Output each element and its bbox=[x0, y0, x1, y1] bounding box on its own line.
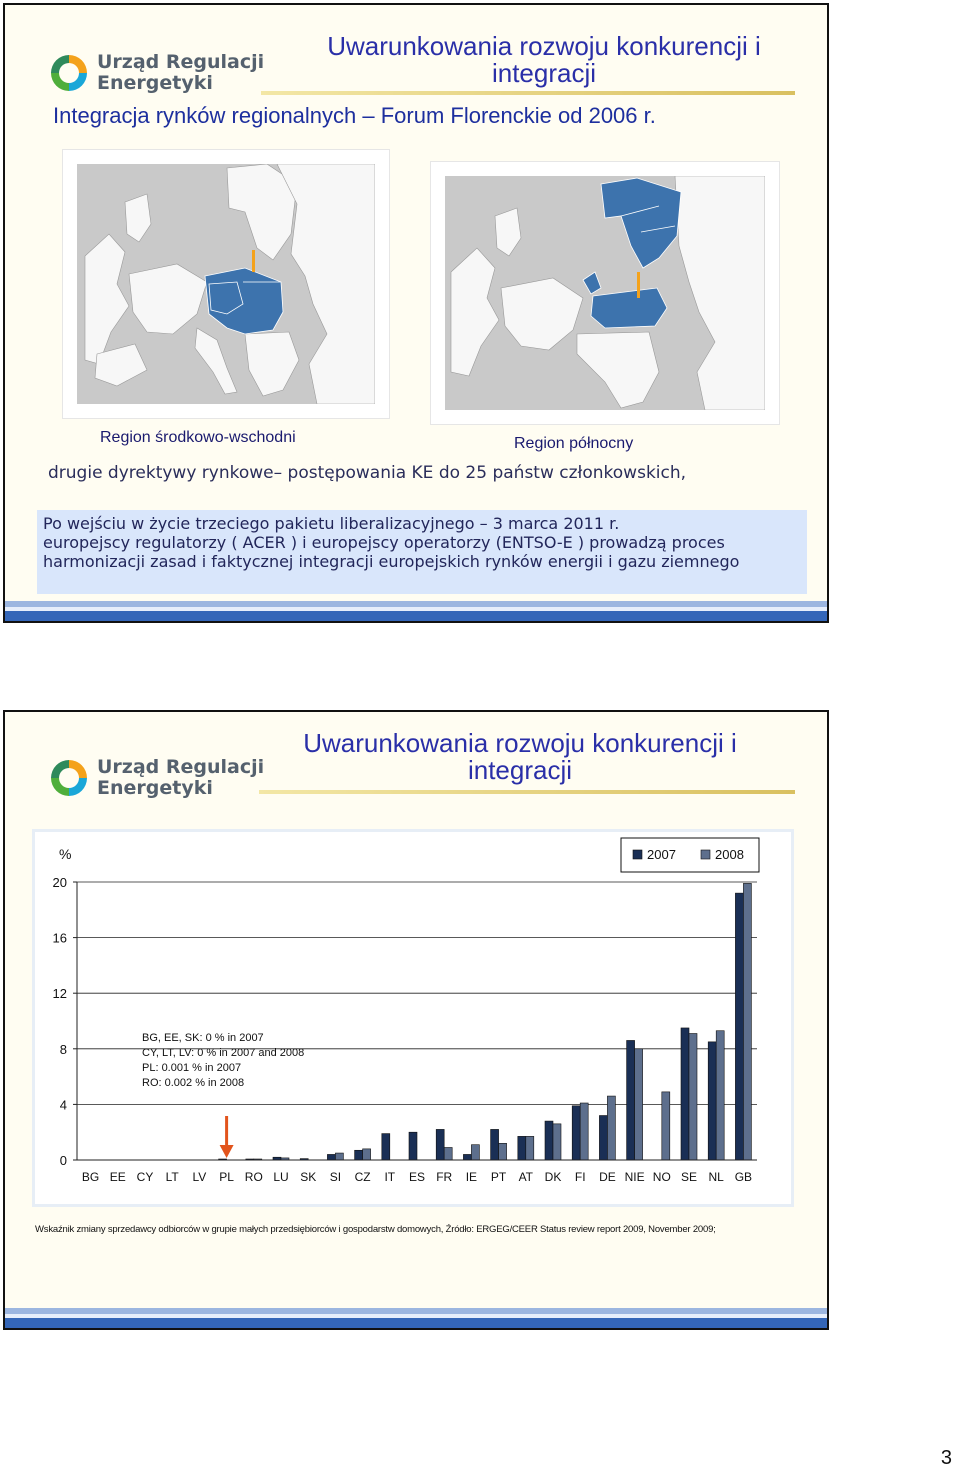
y-tick-label-8: 8 bbox=[59, 1041, 67, 1057]
bar-FR-2007 bbox=[436, 1129, 444, 1160]
bar-IE-2007 bbox=[463, 1154, 471, 1160]
bar-CZ-2008 bbox=[363, 1149, 371, 1160]
logo-line-2: Energetyki bbox=[97, 777, 213, 799]
map-northern-region bbox=[431, 162, 779, 424]
chart-annotations bbox=[142, 1032, 304, 1089]
y-tick-label-16: 16 bbox=[52, 930, 67, 946]
bar-GB-2008 bbox=[743, 883, 751, 1160]
legend-swatch-2008 bbox=[701, 850, 710, 859]
slide-integration bbox=[3, 3, 829, 623]
bar-SI-2008 bbox=[335, 1153, 343, 1160]
bar-ES-2007 bbox=[409, 1132, 417, 1160]
bar-PT-2007 bbox=[491, 1129, 499, 1160]
bar-FR-2008 bbox=[444, 1147, 452, 1160]
ure-logo-icon bbox=[47, 51, 91, 95]
highlight-arrow-icon bbox=[220, 1116, 234, 1158]
x-tick-label-CZ: CZ bbox=[354, 1170, 371, 1184]
x-tick-label-RO: RO bbox=[244, 1170, 263, 1184]
title-underline bbox=[261, 91, 795, 95]
slide-subtitle: Integracja rynków regionalnych – Forum Florenckie od 2006 r. bbox=[53, 103, 656, 128]
directives-line: drugie dyrektywy rynkowe– postępowania KE do 25 państw członkowskich, bbox=[48, 463, 687, 483]
chart-source-footnote: Wskaźnik zmiany sprzedawcy odbiorców w grupie małych przedsiębiorców i gospodarstw domowych, Źródło: ERGEG/CEER Status review report 2009, November 2009; bbox=[35, 1224, 716, 1235]
x-tick-label-LV: LV bbox=[192, 1170, 207, 1184]
x-tick-label-SK: SK bbox=[300, 1170, 317, 1184]
annotation-4: RO: 0.002 % in 2008 bbox=[142, 1077, 245, 1089]
bar-SI-2007 bbox=[327, 1154, 335, 1160]
slide-title: Uwarunkowania rozwoju konkurencji i integracji bbox=[327, 31, 761, 88]
bar-IE-2008 bbox=[471, 1145, 479, 1160]
bar-NL-2008 bbox=[716, 1031, 724, 1160]
legend-label-2007: 2007 bbox=[647, 847, 676, 862]
x-tick-label-AT: AT bbox=[518, 1170, 534, 1184]
chart-panel bbox=[35, 832, 791, 1204]
bar-DE-2008 bbox=[607, 1096, 615, 1160]
info-line-2: europejscy regulatorzy ( ACER ) i europejscy operatorzy (ENTSO-E ) prowadzą proces bbox=[43, 533, 725, 552]
x-tick-label-GB: GB bbox=[734, 1170, 753, 1184]
y-tick-label-12: 12 bbox=[52, 986, 67, 1002]
x-tick-label-ES: ES bbox=[408, 1170, 426, 1184]
europe-map-graphic bbox=[77, 164, 375, 404]
x-tick-label-SI: SI bbox=[329, 1170, 342, 1184]
bar-FI-2008 bbox=[580, 1103, 588, 1160]
logo-line-1: Urząd Regulacji bbox=[97, 51, 265, 73]
bar-DK-2008 bbox=[553, 1124, 561, 1160]
y-tick-label-20: 20 bbox=[52, 875, 67, 890]
ure-logo-icon bbox=[47, 756, 91, 800]
page-number: 3 bbox=[940, 1447, 952, 1469]
bar-PT-2008 bbox=[499, 1143, 507, 1160]
x-tick-label-SE: SE bbox=[680, 1170, 698, 1184]
bar-AT-2008 bbox=[526, 1136, 534, 1160]
bar-GB-2007 bbox=[735, 893, 743, 1160]
bar-SE-2008 bbox=[689, 1034, 697, 1160]
x-tick-label-BG: BG bbox=[81, 1170, 100, 1184]
x-tick-labels bbox=[82, 1170, 752, 1184]
map-right-caption: Region północny bbox=[514, 435, 634, 452]
chart-legend bbox=[621, 838, 759, 872]
x-tick-label-LU: LU bbox=[273, 1170, 289, 1184]
bar-NO-2008 bbox=[662, 1092, 670, 1160]
logo-line-2: Energetyki bbox=[97, 72, 213, 94]
x-tick-label-DK: DK bbox=[544, 1170, 562, 1184]
annotation-3: PL: 0.001 % in 2007 bbox=[142, 1062, 242, 1074]
bar-DK-2007 bbox=[545, 1121, 553, 1160]
bar-NIE-2007 bbox=[627, 1040, 635, 1160]
annotation-1: BG, EE, SK: 0 % in 2007 bbox=[142, 1032, 264, 1044]
x-tick-label-IE: IE bbox=[465, 1170, 478, 1184]
slide-footer-bar bbox=[5, 1308, 829, 1328]
x-tick-label-EE: EE bbox=[109, 1170, 126, 1184]
y-tick-label-4: 4 bbox=[59, 1097, 67, 1113]
bar-FI-2007 bbox=[572, 1106, 580, 1160]
y-tick-labels bbox=[53, 875, 77, 1168]
bar-CZ-2007 bbox=[355, 1150, 363, 1160]
x-tick-label-NIE: NIE bbox=[624, 1170, 645, 1184]
map-central-eastern-region bbox=[63, 150, 389, 418]
y-tick-label-0: 0 bbox=[59, 1153, 67, 1168]
annotation-2: CY, LT, LV: 0 % in 2007 and 2008 bbox=[142, 1047, 305, 1059]
x-tick-label-IT: IT bbox=[384, 1170, 396, 1184]
x-tick-label-LT: LT bbox=[165, 1170, 179, 1184]
slide-title: Uwarunkowania rozwoju konkurencji i integracji bbox=[303, 728, 737, 785]
chart-axes bbox=[77, 882, 757, 1160]
bar-DE-2007 bbox=[599, 1116, 607, 1160]
bar-AT-2007 bbox=[518, 1136, 526, 1160]
bar-IT-2007 bbox=[382, 1134, 390, 1160]
title-underline bbox=[259, 790, 795, 794]
arrow-head bbox=[220, 1145, 234, 1158]
x-tick-label-FR: FR bbox=[436, 1170, 453, 1184]
legend-label-2008: 2008 bbox=[715, 847, 744, 862]
x-tick-label-DE: DE bbox=[599, 1170, 616, 1184]
logo-line-1: Urząd Regulacji bbox=[97, 756, 265, 778]
bar-NIE-2008 bbox=[635, 1049, 643, 1160]
x-tick-label-NL: NL bbox=[708, 1170, 724, 1184]
slide-footer-bar bbox=[5, 601, 829, 621]
x-tick-label-PT: PT bbox=[490, 1170, 507, 1184]
slide-supplier-switching bbox=[3, 710, 829, 1330]
supplier-switching-chart bbox=[35, 832, 791, 1204]
europe-map-graphic-north bbox=[445, 176, 765, 410]
y-axis-unit: % bbox=[59, 846, 72, 862]
info-line-3: harmonizacji zasad i faktycznej integracji europejskich rynków energii i gazu ziemnego bbox=[43, 552, 740, 571]
bar-SE-2007 bbox=[681, 1028, 689, 1160]
ure-logo bbox=[47, 51, 264, 95]
bar-NL-2007 bbox=[708, 1042, 716, 1160]
map-left-caption: Region środkowo-wschodni bbox=[100, 429, 296, 446]
x-tick-label-PL: PL bbox=[219, 1170, 234, 1184]
x-tick-label-CY: CY bbox=[136, 1170, 154, 1184]
x-tick-label-NO: NO bbox=[652, 1170, 671, 1184]
x-tick-label-FI: FI bbox=[574, 1170, 586, 1184]
info-line-1: Po wejściu w życie trzeciego pakietu liberalizacyjnego – 3 marca 2011 r. bbox=[43, 514, 620, 533]
legend-swatch-2007 bbox=[633, 850, 642, 859]
ure-logo bbox=[47, 756, 264, 800]
chart-bars bbox=[219, 883, 752, 1160]
